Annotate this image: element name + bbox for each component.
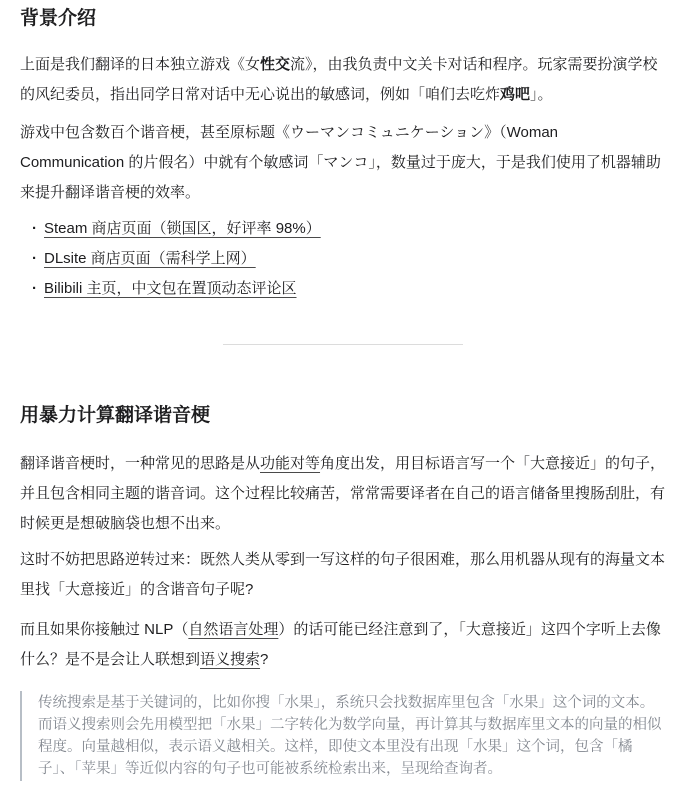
paragraph-translation-approach	[20, 449, 666, 539]
heading-brute-force: 用暴力计算翻译谐音梗	[20, 405, 211, 426]
heading-background: 背景介绍	[20, 8, 97, 29]
dlsite-store-link[interactable]: DLsite 商店页面（需科学上网）	[44, 250, 256, 267]
text-segment: ）的话可能已经注意到了，「大意接近」这四个字听上去像什么？是不是会让人联想到	[20, 621, 661, 668]
bold-pun-word: 鸡吧	[500, 86, 531, 103]
text-segment: ?	[260, 651, 269, 668]
text-segment: 角度出发，用目标语言写一个「大意接近」的句子，并且包含相同主题的谐音词。这个过程比较痛苦，常常需要译者在自己的语言储备里搜肠刮肚，有时候更是想破脑袋也想不出来。	[20, 455, 666, 532]
list-item-dlsite	[32, 244, 666, 274]
text-segment: 上面是我们翻译的日本独立游戏《女	[20, 56, 261, 73]
paragraph-nlp-hint	[20, 615, 666, 675]
paragraph-pun-count: 游戏中包含数百个谐音梗，甚至原标题《ウーマンコミュニケーション》（Woman Communication 的片假名）中就有个敏感词「マンコ」，数量过于庞大，于是我们使用了机器辅助来提升翻译谐音梗的效率。	[20, 124, 661, 201]
text-segment: 流》，由我负责中文关卡对话和程序。玩家需要扮演学校的风纪委员，指出同学日常对话中无心说出的敏感词，例如「咱们去吃炸	[20, 56, 658, 103]
list-item-steam	[32, 214, 666, 244]
bilibili-home-link[interactable]: Bilibili 主页，中文包在置顶动态评论区	[44, 280, 297, 297]
paragraph-game-intro	[20, 50, 666, 110]
store-link-list	[20, 214, 666, 304]
list-item-bilibili	[32, 274, 666, 304]
bold-pun-word: 性交	[260, 56, 291, 73]
text-segment: 而且如果你接触过 NLP（	[20, 621, 189, 638]
semantic-search-link[interactable]: 语义搜索	[200, 651, 261, 668]
text-segment: 」。	[530, 86, 553, 103]
nlp-link[interactable]: 自然语言处理	[188, 621, 279, 638]
section-divider	[223, 344, 463, 345]
steam-store-link[interactable]: Steam 商店页面（锁国区，好评率 98%）	[44, 220, 321, 237]
functional-equivalence-link[interactable]: 功能对等	[260, 455, 321, 472]
paragraph-reverse-idea: 这时不妨把思路逆转过来：既然人类从零到一写这样的句子很困难，那么用机器从现有的海量文本里找「大意接近」的含谐音句子呢?	[20, 551, 666, 598]
text-segment: 翻译谐音梗时，一种常见的思路是从	[20, 455, 261, 472]
semantic-search-quote: 传统搜索是基于关键词的，比如你搜「水果」，系统只会找数据库里包含「水果」这个词的文本。而语义搜索则会先用模型把「水果」二字转化为数学向量，再计算其与数据库里文本的向量的相似程度。向量越相似，表示语义越相关。这样，即使文本里没有出现「水果」这个词，包含「橘子」、「苹果」等近似内容的句子也可能被系统检索出来，呈现给查询者。	[20, 691, 666, 781]
